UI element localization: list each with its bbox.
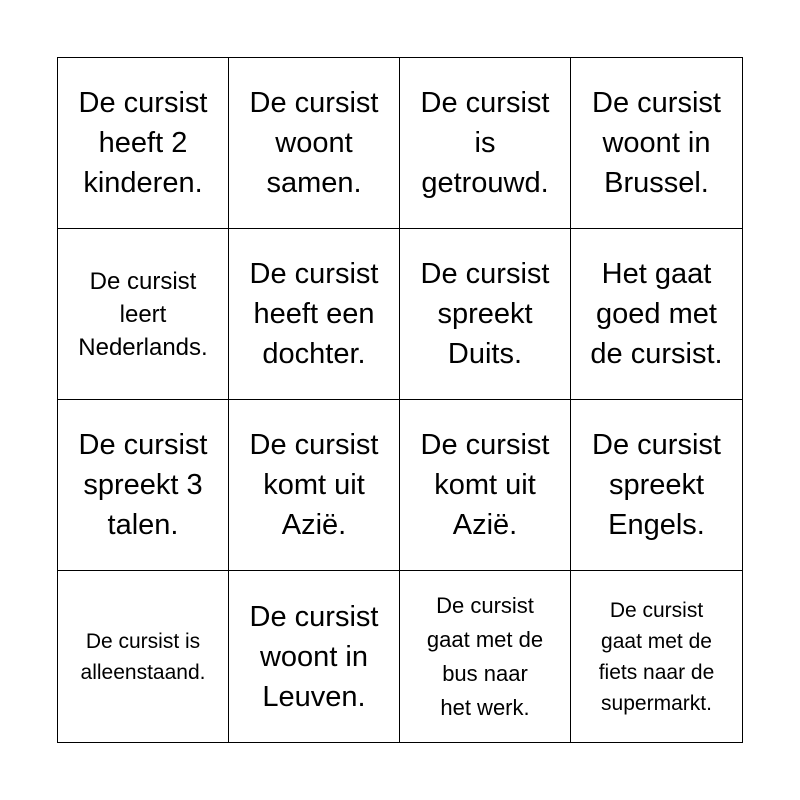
bingo-cell[interactable] (571, 229, 742, 400)
bingo-cell[interactable] (400, 400, 571, 571)
bingo-cell-text: De cursist spreekt Duits. (420, 258, 550, 370)
bingo-cell-text: De cursist spreekt 3 talen. (78, 429, 208, 541)
bingo-board (57, 57, 743, 743)
bingo-cell-text: De cursist spreekt Engels. (592, 429, 721, 541)
bingo-cell[interactable] (58, 58, 229, 229)
bingo-cell-text: De cursist komt uit Azië. (249, 429, 379, 541)
bingo-cell[interactable] (229, 571, 400, 742)
bingo-cell-text: De cursist woont in Leuven. (249, 600, 379, 713)
bingo-cell-text: De cursist woont in Brussel. (592, 87, 721, 199)
bingo-cell-text: Het gaat goed met de cursist. (590, 258, 723, 370)
bingo-cell-text: De cursist is alleenstaand. (80, 629, 206, 684)
bingo-cell[interactable] (571, 58, 742, 229)
bingo-cell-text: De cursist heeft een dochter. (249, 258, 379, 370)
bingo-cell[interactable] (58, 400, 229, 571)
bingo-cell[interactable] (58, 571, 229, 742)
bingo-cell[interactable] (571, 400, 742, 571)
bingo-cell[interactable] (229, 58, 400, 229)
bingo-cell[interactable] (400, 58, 571, 229)
bingo-cell-text: De cursist leert Nederlands. (78, 267, 208, 361)
bingo-cell[interactable] (400, 229, 571, 400)
bingo-cell[interactable] (571, 571, 742, 742)
bingo-cell-text: De cursist is getrouwd. (420, 87, 550, 199)
bingo-cell[interactable] (229, 400, 400, 571)
bingo-cell-text: De cursist gaat met de fiets naar de supermarkt. (598, 598, 715, 715)
bingo-cell[interactable] (58, 229, 229, 400)
bingo-cell-text: De cursist heeft 2 kinderen. (78, 87, 208, 199)
bingo-cell[interactable] (400, 571, 571, 742)
bingo-cell-text: De cursist woont samen. (249, 87, 379, 199)
bingo-cell-text: De cursist gaat met de bus naar het werk. (426, 592, 544, 720)
bingo-cell[interactable] (229, 229, 400, 400)
bingo-cell-text: De cursist komt uit Azië. (420, 429, 550, 541)
